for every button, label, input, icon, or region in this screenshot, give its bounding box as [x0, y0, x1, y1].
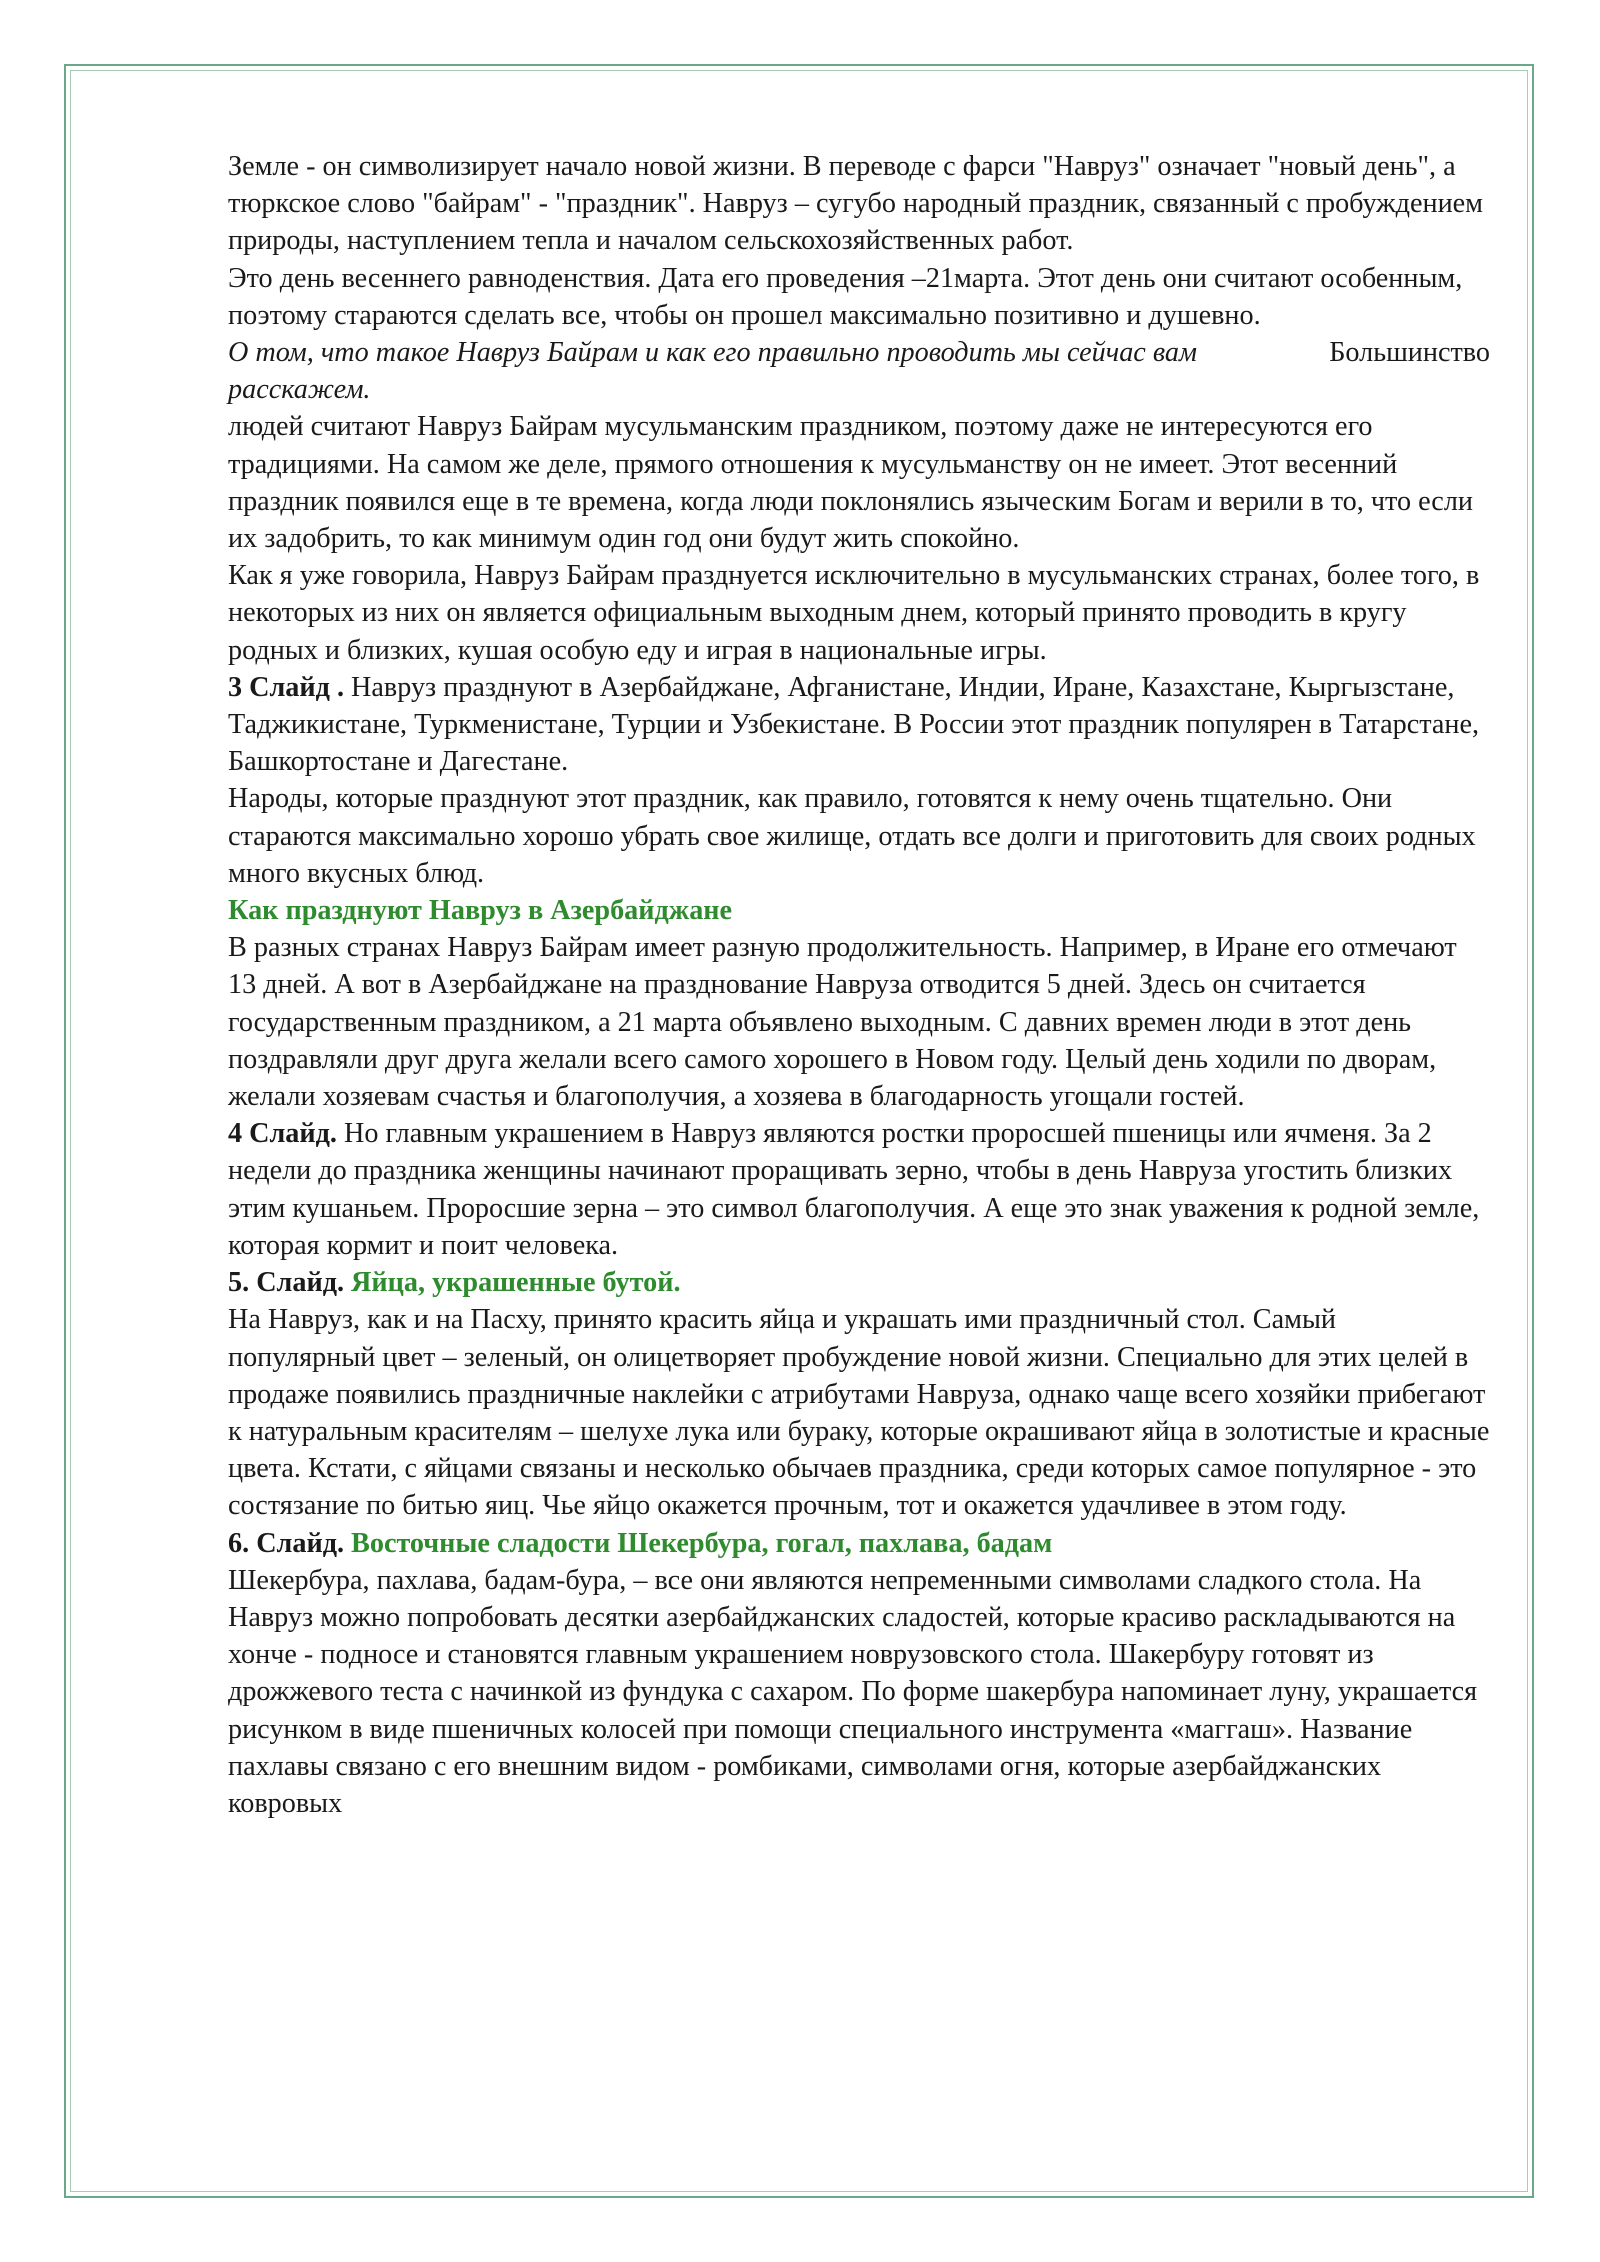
paragraph-slide-3	[228, 669, 1490, 781]
paragraph-sweets: Шекербура, пахлава, бадам-бура, – все они являются непременными символами сладкого стола. На Навруз можно попробовать десятки азербайджанских сладостей, которые красиво раскладываются на хонче - подносе и становятся главным украшением новрузовского стола. Шакербуру готовят из дрожжевого теста с начинкой из фундука с сахаром. По форме шакербура напоминает луну, украшается рисунком в виде пшеничных колосей при помощи специального инструмента «маггаш». Название пахлавы связано с его внешним видом - ромбиками, символами огня, которые азербайджанских ковровых	[228, 1564, 1478, 1819]
paragraph-preparation: Народы, которые празднуют этот праздник, как правило, готовятся к нему очень тщательно. Они стараются максимально хорошо убрать свое жилище, отдать все долги и приготовить для своих родных много вкусных блюд.	[228, 783, 1476, 889]
heading-azerbaijan: Как празднуют Навруз в Азербайджане	[228, 895, 733, 927]
paragraph-slide-5-heading	[228, 1264, 1490, 1301]
paragraph-right-word: Большинство	[1329, 337, 1490, 369]
slide-4-label: 4 Слайд.	[228, 1118, 337, 1150]
slide-6-title: Восточные сладости Шекербура, гогал, пахлава, бадам	[344, 1527, 1053, 1559]
paragraph-duration: В разных странах Навруз Байрам имеет разную продолжительность. Например, в Иране его отмечают 13 дней. А вот в Азербайджане на празднование Навруза отводится 5 дней. Здесь он считается государственным праздником, а 21 марта объявлено выходным. С давних времен люди в этот день поздравляли друг друга желали всего самого хорошего в Новом году. Целый день ходили по дворам, желали хозяевам счастья и благополучия, а хозяева в благодарность угощали гостей.	[228, 932, 1457, 1113]
paragraph-intro: Земле - он символизирует начало новой жизни. В переводе с фарси "Навруз" означает "новый день", а тюркское слово "байрам" - "праздник". Навруз – сугубо народный праздник, связанный с пробуждением природы, наступлением тепла и началом сельскохозяйственных работ.	[228, 151, 1484, 257]
paragraph-slide-4	[228, 1115, 1490, 1264]
slide-4-text: Но главным украшением в Навруз являются ростки проросшей пшеницы или ячменя. За 2 недели до праздника женщины начинают проращивать зерно, чтобы в день Навруза угостить близких этим кушаньем. Проросшие зерна – это символ благополучия. А еще это знак уважения к родной земле, которая кормит и поит человека.	[228, 1118, 1480, 1261]
document-body	[228, 148, 1490, 1822]
slide-3-text: Навруз празднуют в Азербайджане, Афганистане, Индии, Иране, Казахстане, Кыргызстане, Таджикистане, Туркменистане, Турции и Узбекистане. В России этот праздник популярен в Татарстане, Башкортостане и Дагестане.	[228, 671, 1480, 778]
paragraph-equinox: Это день весеннего равноденствия. Дата его проведения –21марта. Этот день они считают особенным, поэтому стараются сделать все, чтобы он прошел максимально позитивно и душевно.	[228, 262, 1463, 331]
paragraph-traditions: людей считают Навруз Байрам мусульманским праздником, поэтому даже не интересуются его традициями. На самом же деле, прямого отношения к мусульманству он не имеет. Этот весенний праздник появился еще в те времена, когда люди поклонялись языческим Богам и верили в то, что если их задобрить, то как минимум один год они будут жить спокойно.	[228, 411, 1473, 555]
slide-3-label: 3 Слайд .	[228, 671, 344, 703]
paragraph-eggs: На Навруз, как и на Пасху, принято красить яйца и украшать ими праздничный стол. Самый популярный цвет – зеленый, он олицетворяет пробуждение новой жизни. Специально для этих целей в продаже появились праздничные наклейки с атрибутами Навруза, однако чаще всего хозяйки прибегают к натуральным красителям – шелухе лука или бураку, которые окрашивают яйца в золотистые и красные цвета. Кстати, с яйцами связаны и несколько обычаев праздника, среди которых самое популярное - это состязание по битью яиц. Чье яйцо окажется прочным, тот и окажется удачливее в этом году.	[228, 1304, 1490, 1522]
paragraph-italic-intro	[228, 334, 1490, 408]
slide-5-label: 5. Слайд.	[228, 1267, 344, 1299]
slide-6-label: 6. Слайд.	[228, 1527, 344, 1559]
paragraph-muslim-countries: Как я уже говорила, Навруз Байрам празднуется исключительно в мусульманских странах, более того, в некоторых из них он является официальным выходным днем, который принято проводить в кругу родных и близких, кушая особую еду и играя в национальные игры.	[228, 560, 1480, 666]
paragraph-slide-6-heading	[228, 1525, 1490, 1562]
slide-5-title: Яйца, украшенные бутой.	[344, 1267, 681, 1299]
italic-text: О том, что такое Навруз Байрам и как его правильно проводить мы сейчас вам расскажем.	[228, 337, 1197, 406]
